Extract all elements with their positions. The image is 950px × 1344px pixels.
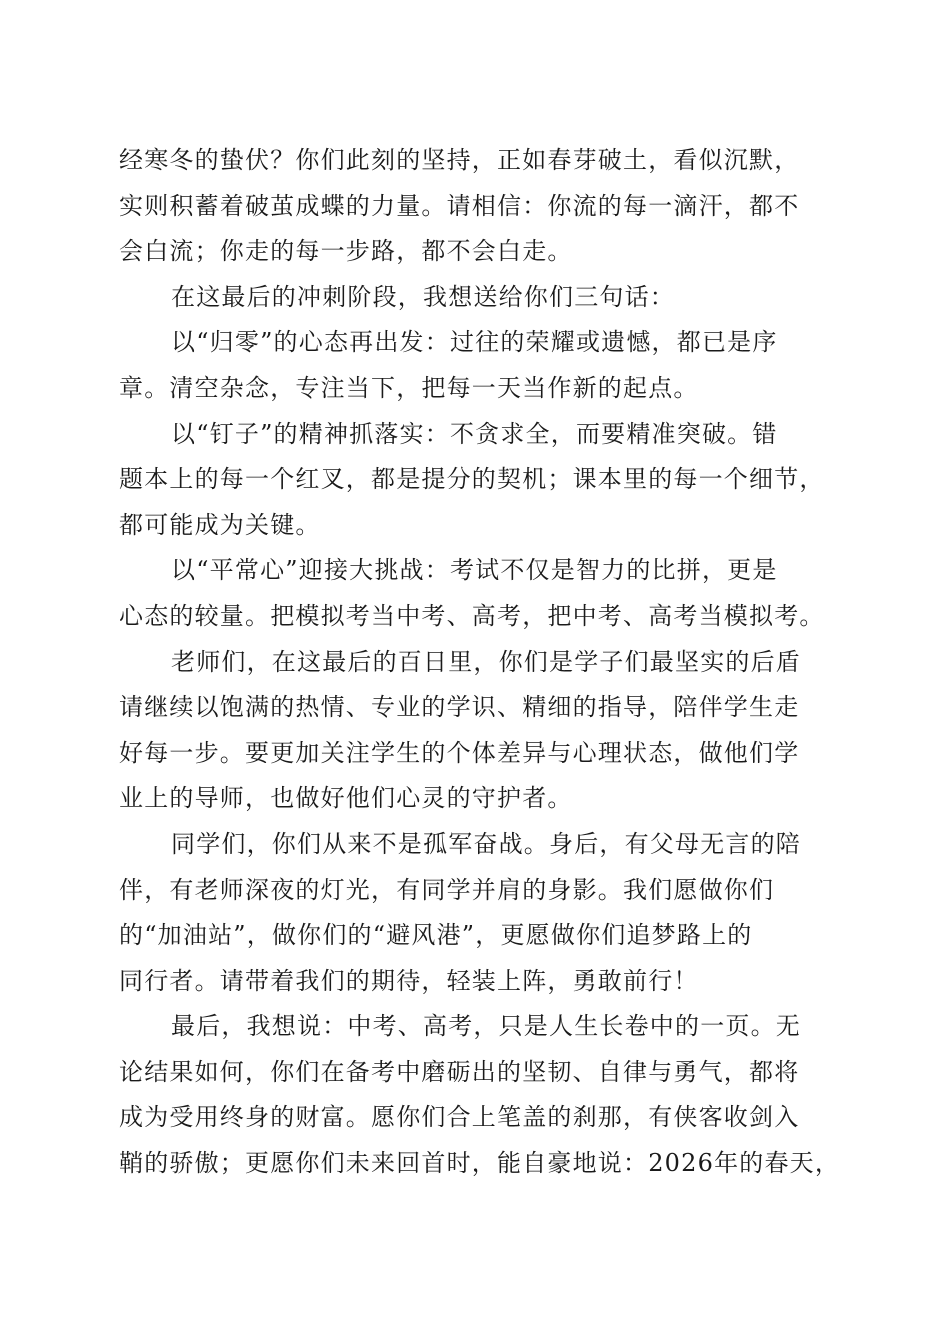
text-line: 都可能成为关键。 — [119, 510, 321, 539]
paragraph-start-line: 老师们，在这最后的百日里，你们是学子们最坚实的后盾 — [171, 647, 801, 676]
text-line: 论结果如何，你们在备考中磨砺出的坚韧、自律与勇气，都将 — [119, 1057, 800, 1086]
text-line: 实则积蓄着破茧成蝶的力量。请相信：你流的每一滴汗，都不 — [119, 191, 800, 220]
paragraph-start-line: 以“钉子”的精神抓落实：不贪求全，而要精准突破。错 — [171, 419, 778, 448]
paragraph-start-line: 同学们，你们从来不是孤军奋战。身后，有父母无言的陪 — [171, 829, 801, 858]
text-line: 心态的较量。把模拟考当中考、高考，把中考、高考当模拟考。 — [119, 601, 825, 630]
text-line: 好每一步。要更加关注学生的个体差异与心理状态，做他们学 — [119, 738, 800, 767]
text-line: 经寒冬的蛰伏？你们此刻的坚持，正如春芽破土，看似沉默， — [119, 146, 800, 174]
paragraph-start-line: 在这最后的冲刺阶段，我想送给你们三句话： — [171, 282, 675, 311]
text-line: 题本上的每一个红叉，都是提分的契机；课本里的每一个细节， — [119, 465, 825, 494]
text-line: 请继续以饱满的热情、专业的学识、精细的指导，陪伴学生走 — [119, 693, 800, 722]
paragraph-start-line: 最后，我想说：中考、高考，只是人生长卷中的一页。无 — [171, 1012, 801, 1041]
text-line: 会白流；你走的每一步路，都不会白走。 — [119, 237, 573, 266]
text-line: 章。清空杂念，专注当下，把每一天当作新的起点。 — [119, 373, 699, 402]
text-line: 的“加油站”，做你们的“避风港”，更愿做你们追梦路上的 — [119, 921, 753, 950]
text-line: 业上的导师，也做好他们心灵的守护者。 — [119, 784, 573, 813]
text-line: 伴，有老师深夜的灯光，有同学并肩的身影。我们愿做你们 — [119, 875, 775, 904]
text-line: 成为受用终身的财富。愿你们合上笔盖的刹那，有侠客收剑入 — [119, 1103, 800, 1132]
document-body — [119, 138, 841, 1187]
paragraph-start-line: 以“平常心”迎接大挑战：考试不仅是智力的比拼，更是 — [171, 556, 778, 585]
text-line: 鞘的骄傲；更愿你们未来回首时，能自豪地说：2026年的春天， — [119, 1149, 841, 1178]
text-line: 同行者。请带着我们的期待，轻装上阵，勇敢前行！ — [119, 966, 699, 995]
paragraph-start-line: 以“归零”的心态再出发：过往的荣耀或遗憾，都已是序 — [171, 328, 778, 357]
